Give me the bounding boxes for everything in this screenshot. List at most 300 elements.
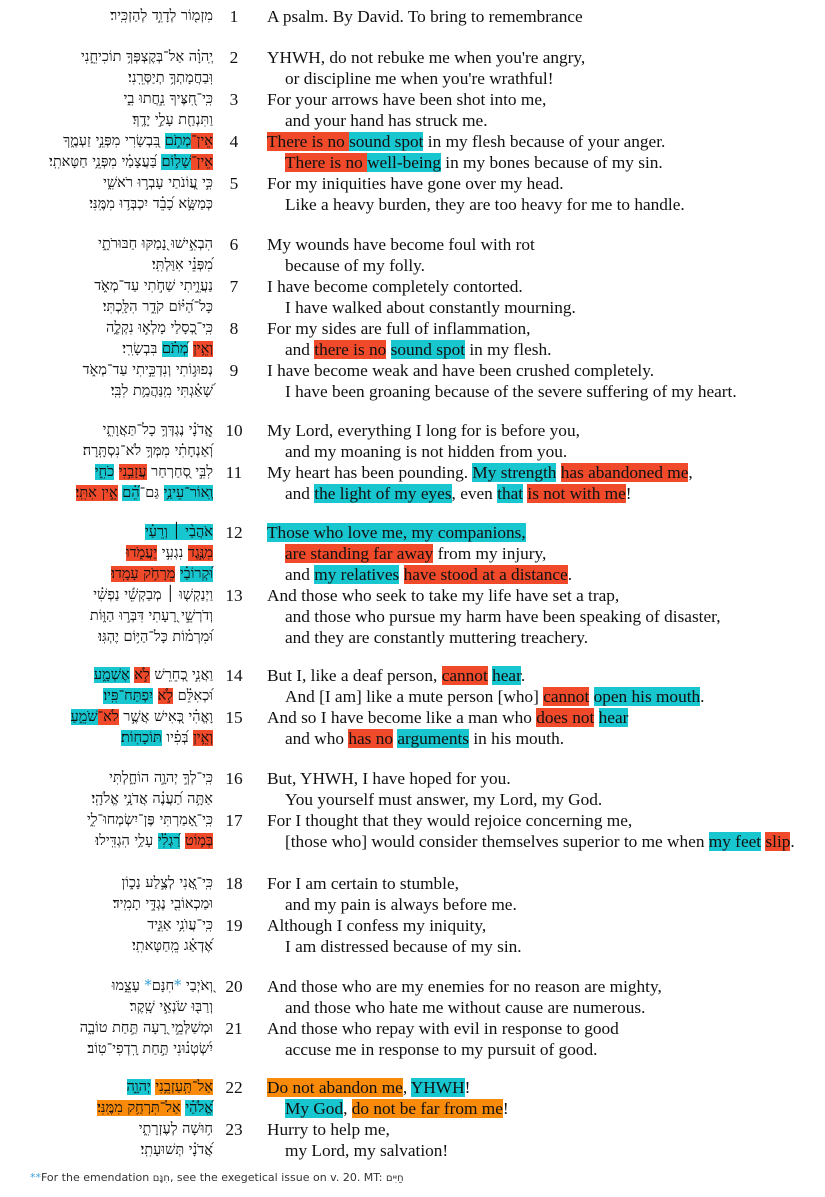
- english-highlight-red: there is no: [314, 340, 387, 359]
- verse-line: [0, 1098, 825, 1119]
- english-segment: Like a heavy burden, they are too heavy for me to handle.: [285, 195, 685, 214]
- hebrew-text: [94, 665, 213, 686]
- english-translation: [267, 707, 628, 728]
- verse-number: 5: [229, 174, 239, 193]
- english-translation: [285, 564, 572, 585]
- english-highlight-red: cannot: [543, 687, 590, 706]
- english-segment: [589, 687, 593, 706]
- english-highlight-red: cannot: [441, 666, 488, 685]
- hebrew-text: [49, 152, 213, 173]
- hebrew-segment: וּ֝מִרְמ֗וֹת כָּל־הַיּ֥וֹם יֶהְגּֽוּ׃: [98, 629, 213, 645]
- english-segment: But I, like a deaf person,: [267, 666, 442, 685]
- verse-line: [0, 462, 825, 483]
- hebrew-text: [63, 131, 213, 152]
- english-highlight-red: does not: [536, 708, 595, 727]
- hebrew-text: [124, 89, 213, 110]
- hebrew-segment: מִ֝פְּנֵ֗י אִוַּלְתִּֽי׃: [151, 257, 213, 273]
- hebrew-text: [127, 1077, 213, 1098]
- hebrew-segment: וּֽבַחֲמָתְךָ֥ תְיַסְּרֵֽנִי׃: [128, 70, 213, 86]
- verse-number: 15: [225, 708, 243, 727]
- english-translation: [285, 936, 522, 957]
- verse-number: 22: [225, 1078, 243, 1097]
- english-translation: [267, 462, 693, 483]
- english-segment: But, YHWH, I have hoped for you.: [267, 769, 511, 788]
- english-translation: [285, 1140, 448, 1161]
- verse-line: [0, 728, 825, 749]
- english-segment: ,: [402, 1078, 411, 1097]
- english-segment: For I am certain to stumble,: [267, 874, 459, 893]
- verse-number: 12: [225, 523, 243, 542]
- hebrew-segment: הִבְאִ֣ישׁוּ נָ֭מַקּוּ חַבּוּרֹתָ֑י: [98, 236, 213, 252]
- hebrew-text: [95, 831, 213, 852]
- english-segment: I have become weak and have been crushed completely.: [267, 361, 655, 380]
- english-segment: in his mouth.: [469, 729, 565, 748]
- verse-line: [0, 627, 825, 648]
- hebrew-segment: שָׁ֝אַ֗גְתִּי מִֽנַּהֲמַ֥ת לִבִּֽי׃: [110, 383, 213, 399]
- english-segment: in my flesh.: [465, 340, 552, 359]
- hebrew-segment: אֲֽדֹנָ֗י נֶגְדְּךָ֥ כָל־תַּאֲוָתִ֑י: [102, 422, 213, 438]
- verse-line: [0, 441, 825, 462]
- english-highlight-red: slip: [765, 832, 791, 851]
- verse-number: 10: [225, 421, 243, 440]
- hebrew-highlight-cyan: מְתֹ֣ם: [164, 133, 192, 149]
- hebrew-text: [71, 707, 213, 728]
- hebrew-text: [121, 728, 213, 749]
- emendation-asterisk: *: [144, 978, 152, 994]
- verse-line: [0, 686, 825, 707]
- english-translation: [267, 873, 459, 894]
- hebrew-segment: נְפוּג֣וֹתִי וְנִדְכֵּ֣יתִי עַד־מְאֹ֑ד: [82, 362, 213, 378]
- hebrew-text: [132, 110, 213, 131]
- hebrew-highlight-cyan: וְֽאוֹר־עֵינַ֥י: [163, 485, 213, 501]
- footnote-mark: **: [30, 1171, 41, 1184]
- verse-number: 4: [229, 132, 239, 151]
- verse-line: [0, 339, 825, 360]
- hebrew-highlight-red: מֵרָחֹ֥ק עָמָֽדוּ׃: [111, 566, 176, 582]
- english-translation: [267, 131, 665, 152]
- english-segment: I am distressed because of my sin.: [285, 937, 522, 956]
- english-segment: and my pain is always before me.: [285, 895, 517, 914]
- english-translation: [285, 483, 632, 504]
- english-highlight-red: There is no: [285, 153, 368, 172]
- hebrew-segment: עָצֵ֑מוּ: [111, 978, 145, 994]
- hebrew-highlight-red: לֹ֣א: [157, 688, 174, 704]
- verse-line: [0, 707, 825, 728]
- hebrew-text: [83, 360, 213, 381]
- hebrew-text: [83, 441, 213, 462]
- verse-number: 8: [229, 319, 239, 338]
- hebrew-segment: כִּֽי־אֲ֭נִי לְצֶ֣לַע נָכ֑וֹן: [121, 875, 213, 891]
- verse-line: [0, 276, 825, 297]
- english-highlight-cyan: My strength: [472, 463, 557, 482]
- english-segment: A psalm. By David. To bring to remembrance: [267, 7, 583, 26]
- hebrew-text: [94, 276, 213, 297]
- hebrew-segment: כְּמַשָּׂ֥א כָ֝בֵ֗ד יִכְבְּד֥וּ מִמֶּֽנִּי׃: [89, 196, 213, 212]
- verse-line: [0, 297, 825, 318]
- hebrew-segment: וַתִּנְחַ֖ת עָלַ֣י יָדֶֽךָ׃: [132, 112, 213, 128]
- footnote: [30, 1171, 404, 1184]
- english-translation: [285, 110, 488, 131]
- verse-line: [0, 976, 825, 997]
- hebrew-segment: מִזְמ֖וֹר לְדָוִ֣ד לְהַזְכִּֽיר׃: [110, 8, 213, 24]
- english-segment: And so I have become like a man who: [267, 708, 537, 727]
- hebrew-text: [93, 585, 213, 606]
- hebrew-text: [141, 1140, 213, 1161]
- english-translation: [267, 6, 583, 27]
- english-segment: and those who pursue my harm have been speaking of disaster,: [285, 607, 721, 626]
- hebrew-segment: אֶ֝דְאַ֗ג מֵֽחַטָּאתִֽי׃: [131, 938, 213, 954]
- english-segment: ,: [688, 463, 693, 482]
- english-segment: For my sides are full of inflammation,: [267, 319, 531, 338]
- hebrew-highlight-cyan: שֹׁמֵ֑עַ: [70, 709, 98, 725]
- english-translation: [267, 768, 511, 789]
- english-segment: My wounds have become foul with rot: [267, 235, 535, 254]
- english-segment: .: [700, 687, 705, 706]
- hebrew-highlight-cyan: כֹחִ֑י: [94, 464, 115, 480]
- english-highlight-cyan: that: [497, 484, 524, 503]
- english-translation: [267, 420, 580, 441]
- english-translation: [285, 686, 705, 707]
- hebrew-segment: וּמְשַׁלְּמֵ֣י רָ֭עָה תַּ֣חַת טוֹבָ֑ה: [79, 1020, 213, 1036]
- hebrew-text: [122, 339, 213, 360]
- english-segment: , even: [451, 484, 498, 503]
- hebrew-text: [111, 564, 213, 585]
- hebrew-text: [87, 810, 213, 831]
- english-segment: [those who] would consider themselves superior to me when: [285, 832, 709, 851]
- verse-number: 1: [229, 7, 239, 26]
- english-segment: !: [625, 484, 632, 503]
- hebrew-text: [103, 420, 213, 441]
- hebrew-segment: וָאֱהִ֗י כְּ֭אִישׁ אֲשֶׁ֣ר: [118, 709, 213, 725]
- hebrew-segment: אַתָּ֥ה תַ֝עֲנֶ֗ה אֲדֹנָ֥י אֱלֹהָֽי׃: [91, 791, 213, 807]
- footnote-hebrew-mt: חַיִּים: [386, 1173, 404, 1184]
- english-segment: Hurry to help me,: [267, 1120, 390, 1139]
- hebrew-segment: כִּֽי־אָ֭מַרְתִּי פֶּן־יִשְׂמְחוּ־לִ֑י: [86, 812, 213, 828]
- english-segment: For my iniquities have gone over my head.: [267, 174, 564, 193]
- verse-line: [0, 483, 825, 504]
- english-translation: [285, 728, 564, 749]
- hebrew-highlight-cyan: שָׁל֥וֹם: [161, 154, 192, 170]
- hebrew-segment: כָּל־הַ֝יּ֗וֹם קֹדֵ֥ר הִלָּֽכְתִּי׃: [102, 299, 213, 315]
- hebrew-segment: וְרַבּ֖וּ שֹׂנְאַ֣י שָֽׁקֶר׃: [129, 999, 213, 1015]
- english-segment: !: [502, 1099, 509, 1118]
- verse-number: 13: [225, 586, 243, 605]
- english-translation: [267, 1077, 470, 1098]
- english-segment: And [I am] like a mute person [who]: [285, 687, 544, 706]
- hebrew-text: [87, 1039, 213, 1060]
- verse-line: [0, 997, 825, 1018]
- verse-number: 20: [225, 977, 243, 996]
- english-highlight-red: has abandoned me: [560, 463, 689, 482]
- verse-number: 19: [225, 916, 243, 935]
- verse-line: [0, 543, 825, 564]
- emendation-asterisk: *: [174, 978, 182, 994]
- english-highlight-cyan: my relatives: [314, 565, 400, 584]
- english-highlight-cyan: sound spot: [349, 132, 424, 151]
- hebrew-segment: בַּ֝עֲצָמַ֗י מִפְּנֵ֥י חַטָּאתִֽי׃: [49, 154, 162, 170]
- verse-line: [0, 152, 825, 173]
- english-translation: [285, 68, 554, 89]
- hebrew-segment: וּ֝כְאִלֵּ֗ם: [173, 688, 213, 704]
- hebrew-segment: בִּבְשָׂרִֽי׃: [122, 341, 162, 357]
- verse-line: [0, 606, 825, 627]
- english-segment: My heart has been pounding.: [267, 463, 473, 482]
- hebrew-text: [103, 297, 213, 318]
- verse-line: [0, 585, 825, 606]
- verse-line: [0, 894, 825, 915]
- verse-line: [0, 564, 825, 585]
- english-segment: from my injury,: [433, 544, 547, 563]
- english-segment: in my bones because of my sin.: [440, 153, 663, 172]
- verse-line: [0, 255, 825, 276]
- verse-line: [0, 234, 825, 255]
- hebrew-highlight-cyan: תּוֹכָחֽוֹת׃: [120, 730, 162, 746]
- hebrew-segment: כִּֽי־עֲוֺנִ֥י אַגִּ֑יד: [147, 917, 213, 933]
- hebrew-segment: חִנָּם: [151, 978, 175, 994]
- hebrew-segment: כִּ֣י עֲ֭וֹנֹתַי עָבְר֣וּ רֹאשִׁ֑י: [103, 175, 213, 191]
- hebrew-segment: ח֥וּשָׁה לְעֶזְרָתִ֑י: [138, 1121, 213, 1137]
- english-segment: .: [790, 832, 795, 851]
- english-translation: [285, 894, 517, 915]
- hebrew-highlight-cyan: רַ֝גְלִ֗י: [157, 833, 181, 849]
- english-highlight-red: have stood at a distance: [403, 565, 568, 584]
- footnote-text-before: For the emendation: [41, 1171, 153, 1184]
- english-highlight-cyan: open his mouth: [593, 687, 701, 706]
- hebrew-text: [89, 194, 213, 215]
- hebrew-highlight-red: מִנֶּ֣גֶד: [187, 545, 213, 561]
- english-segment: [386, 340, 390, 359]
- hebrew-highlight-red: וְאֵ֥ין: [193, 730, 213, 746]
- verse-number: 2: [229, 48, 239, 67]
- hebrew-text: [76, 483, 213, 504]
- hebrew-text: [103, 686, 213, 707]
- verse-line: [0, 110, 825, 131]
- hebrew-text: [103, 173, 213, 194]
- hebrew-segment: יְֽהוָ֗ה אַל־בְּקֶצְפְּךָ֥ תוֹכִיחֵ֑נִי: [80, 49, 213, 65]
- english-segment: YHWH, do not rebuke me when you're angry,: [267, 48, 586, 67]
- english-translation: [267, 173, 564, 194]
- verse-line: [0, 47, 825, 68]
- english-translation: [267, 976, 662, 997]
- english-segment: and they are constantly muttering treachery.: [285, 628, 589, 647]
- english-translation: [267, 1018, 619, 1039]
- english-highlight-cyan: hear: [598, 708, 629, 727]
- verse-line: [0, 6, 825, 27]
- english-segment: and my moaning is not hidden from you.: [285, 442, 568, 461]
- hebrew-text: [113, 894, 213, 915]
- verse-number: 21: [225, 1019, 243, 1038]
- verse-number: 3: [229, 90, 239, 109]
- hebrew-segment: בִּ֭בְשָׂרִי מִפְּנֵ֣י זַעְמֶ֑ךָ: [63, 133, 165, 149]
- hebrew-text: [130, 997, 213, 1018]
- verse-line: [0, 768, 825, 789]
- verse-line: [0, 68, 825, 89]
- english-highlight-cyan: the light of my eyes: [314, 484, 452, 503]
- verse-line: [0, 831, 825, 852]
- english-segment: ,: [343, 1099, 352, 1118]
- hebrew-text: [97, 1098, 213, 1119]
- hebrew-highlight-red: לֹא־: [97, 709, 119, 725]
- hebrew-segment: עָלַ֥י הִגְדִּֽילוּ׃: [95, 833, 158, 849]
- english-segment: !: [464, 1078, 471, 1097]
- hebrew-text: [128, 68, 213, 89]
- verse-line: [0, 360, 825, 381]
- english-segment: I have become completely contorted.: [267, 277, 523, 296]
- english-segment: [594, 708, 598, 727]
- hebrew-text: [80, 1018, 213, 1039]
- english-segment: And those who are my enemies for no reason are mighty,: [267, 977, 662, 996]
- english-segment: or discipline me when you're wrathful!: [285, 69, 554, 88]
- english-segment: my Lord, my salvation!: [285, 1141, 449, 1160]
- english-segment: And those who seek to take my life have set a trap,: [267, 586, 620, 605]
- verse-number: 6: [229, 235, 239, 254]
- verse-line: [0, 873, 825, 894]
- verse-number: 16: [225, 769, 243, 788]
- english-translation: [285, 789, 602, 810]
- hebrew-segment: וְ֭אֹיְבַי: [181, 978, 213, 994]
- verse-line: [0, 194, 825, 215]
- hebrew-text: [152, 255, 213, 276]
- hebrew-segment: כִּֽי־כְ֭סָלַי מָלְא֣וּ נִקְלֶ֑ה: [106, 320, 213, 336]
- verse-number: 18: [225, 874, 243, 893]
- english-highlight-cyan: well-being: [367, 153, 441, 172]
- english-translation: [267, 915, 486, 936]
- hebrew-text: [112, 976, 213, 997]
- hebrew-segment: נִגְעִ֣י: [157, 545, 188, 561]
- english-translation: [267, 234, 535, 255]
- english-segment: My Lord, everything I long for is before you,: [267, 421, 580, 440]
- verse-line: [0, 1039, 825, 1060]
- english-translation: [267, 360, 654, 381]
- english-translation: [285, 543, 546, 564]
- english-translation: [267, 276, 523, 297]
- english-translation: [267, 665, 525, 686]
- verse-line: [0, 1119, 825, 1140]
- hebrew-highlight-orange: אַל־תִּרְחַ֥ק מִמֶּֽנִּי׃: [97, 1100, 181, 1116]
- hebrew-segment: כִּֽי־לְךָ֣ יְהוָ֣ה הוֹחָ֑לְתִּי: [109, 770, 213, 786]
- english-segment: and who: [285, 729, 349, 748]
- english-translation: [285, 441, 567, 462]
- hebrew-highlight-red: אֵין־: [191, 154, 213, 170]
- verse-line: [0, 1077, 825, 1098]
- verse-number: 17: [225, 811, 243, 830]
- hebrew-highlight-cyan: מְ֝תֹ֗ם: [161, 341, 189, 357]
- english-segment: For I thought that they would rejoice concerning me,: [267, 811, 633, 830]
- hebrew-text: [111, 381, 213, 402]
- hebrew-text: [110, 6, 213, 27]
- english-translation: [267, 318, 531, 339]
- verse-line: [0, 381, 825, 402]
- verse-line: [0, 665, 825, 686]
- footnote-text-after: , see the exegetical issue on v. 20. MT:: [169, 1171, 387, 1184]
- english-segment: and those who hate me without cause are numerous.: [285, 998, 646, 1017]
- hebrew-text: [122, 873, 213, 894]
- english-segment: and: [285, 340, 315, 359]
- english-translation: [285, 339, 551, 360]
- hebrew-highlight-red: אֵין־: [191, 133, 213, 149]
- verse-number: 7: [229, 277, 239, 296]
- hebrew-highlight-orange: אַל־תַּֽעַזְבֵ֥נִי: [155, 1079, 213, 1095]
- hebrew-highlight-cyan: אֶשְׁמָ֑ע: [93, 667, 130, 683]
- hebrew-highlight-red: בְּמ֥וֹט: [184, 833, 213, 849]
- hebrew-text: [109, 768, 213, 789]
- english-segment: I have been groaning because of the severe suffering of my heart.: [285, 382, 737, 401]
- english-segment: and: [285, 484, 315, 503]
- footnote-hebrew-emendation: חִנָּם: [152, 1173, 170, 1184]
- verse-line: [0, 420, 825, 441]
- hebrew-text: [98, 627, 213, 648]
- verse-number: 9: [229, 361, 239, 380]
- verse-line: [0, 789, 825, 810]
- hebrew-text: [95, 462, 213, 483]
- hebrew-segment: נַעֲוֵ֣יתִי שַׁחֹ֣תִי עַד־מְאֹ֑ד: [94, 278, 213, 294]
- english-translation: [285, 297, 576, 318]
- hebrew-text: [90, 606, 213, 627]
- hebrew-text: [145, 522, 213, 543]
- english-translation: [285, 606, 721, 627]
- english-translation: [285, 255, 425, 276]
- hebrew-segment: כִּֽי־חִ֭צֶּיךָ נִ֣חֲתוּ בִ֑י: [123, 91, 213, 107]
- english-highlight-red: are standing far away: [285, 544, 434, 563]
- english-translation: [267, 1119, 390, 1140]
- english-segment: in my flesh because of your anger.: [423, 132, 666, 151]
- english-highlight-cyan: hear: [492, 666, 521, 685]
- english-segment: And those who repay with evil in response to good: [267, 1019, 619, 1038]
- verse-number: 14: [225, 666, 243, 685]
- hebrew-highlight-cyan: אֱ֝לֹהַ֗י: [185, 1100, 213, 1116]
- verse-line: [0, 173, 825, 194]
- hebrew-text: [81, 47, 213, 68]
- hebrew-segment: אֲ֝דֹנָ֗י תְּשׁוּעָתִֽי׃: [140, 1142, 213, 1158]
- hebrew-text: [147, 915, 213, 936]
- hebrew-highlight-cyan: יְהוָ֑ה: [126, 1079, 151, 1095]
- hebrew-text: [139, 1119, 213, 1140]
- english-highlight-red: is not with me: [527, 484, 626, 503]
- english-highlight-cyan: sound spot: [390, 340, 466, 359]
- hebrew-segment: לִבִּ֣י סְ֭חַרְחַר: [146, 464, 213, 480]
- english-segment: I have walked about constantly mourning.: [285, 298, 576, 317]
- english-segment: [399, 565, 403, 584]
- verse-line: [0, 318, 825, 339]
- english-highlight-cyan: arguments: [397, 729, 470, 748]
- english-translation: [267, 47, 585, 68]
- hebrew-highlight-cyan: וּ֝קְרוֹבַ֗י: [179, 566, 213, 582]
- hebrew-segment: וּמַכְאוֹבִ֖י נֶגְדִּ֣י תָמִֽיד׃: [112, 896, 213, 912]
- english-segment: Although I confess my iniquity,: [267, 916, 487, 935]
- english-segment: For your arrows have been shot into me,: [267, 90, 547, 109]
- hebrew-text: [106, 318, 213, 339]
- english-segment: .: [520, 666, 526, 685]
- english-segment: .: [567, 565, 573, 584]
- verse-line: [0, 1018, 825, 1039]
- verse-number: 23: [225, 1120, 243, 1139]
- english-highlight-cyan: YHWH: [410, 1078, 465, 1097]
- english-segment: because of my folly.: [285, 256, 425, 275]
- english-translation: [285, 1098, 509, 1119]
- english-translation: [285, 627, 588, 648]
- english-translation: [285, 997, 645, 1018]
- hebrew-segment: וַיְנַקְשׁ֤וּ ׀ מְבַקְשֵׁ֬י נַפְשִׁ֗י: [93, 587, 213, 603]
- verse-number: 11: [225, 463, 243, 482]
- verse-line: [0, 915, 825, 936]
- english-segment: and: [285, 565, 315, 584]
- english-translation: [267, 810, 632, 831]
- english-segment: You yourself must answer, my Lord, my God.: [285, 790, 603, 809]
- english-translation: [267, 522, 526, 543]
- hebrew-segment: גַּם־: [139, 485, 164, 501]
- english-translation: [267, 89, 546, 110]
- verse-line: [0, 936, 825, 957]
